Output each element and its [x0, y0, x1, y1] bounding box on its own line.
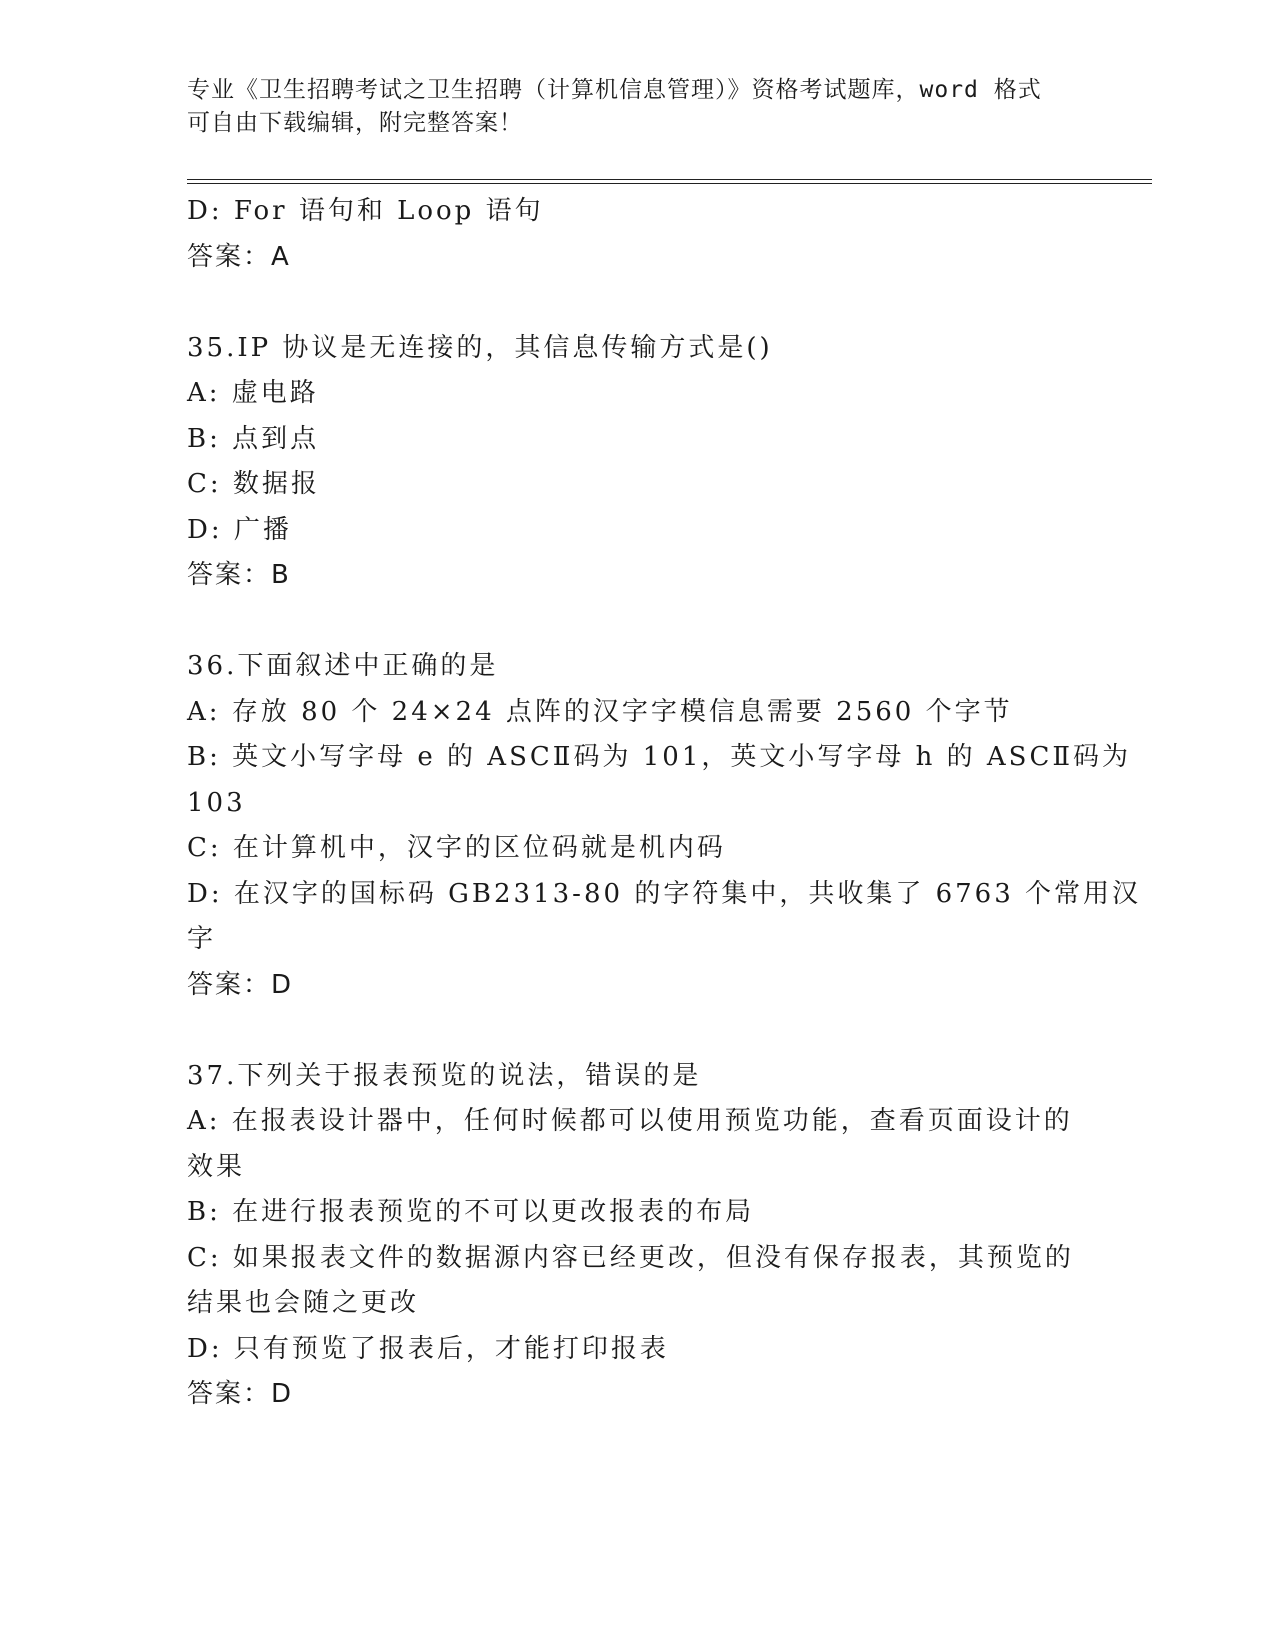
option-c: C: 在计算机中，汉字的区位码就是机内码 [187, 833, 726, 863]
option-a: A: 存放 80 个 24×24 点阵的汉字字模信息需要 2560 个字节 [187, 696, 1013, 727]
option-d: D: 广播 [187, 514, 292, 545]
option-c: C: 数据报 [187, 469, 320, 499]
option-c-continued: 结果也会随之更改 [187, 1288, 420, 1318]
option-a: A: 在报表设计器中，任何时候都可以使用预览功能，查看页面设计的 [187, 1106, 1073, 1136]
document-header [187, 74, 1067, 140]
question-36 [187, 644, 1142, 1008]
answer: 答案：D [187, 1379, 294, 1409]
question-text: 37.下列关于报表预览的说法，错误的是 [187, 1060, 702, 1091]
option-a: A: 虚电路 [187, 378, 319, 408]
question-37 [187, 1054, 1087, 1418]
option-d: D: For 语句和 Loop 语句 [187, 196, 544, 226]
spacer [187, 280, 1087, 326]
header-rule-top [187, 179, 1152, 180]
answer: 答案：A [187, 241, 291, 272]
option-d: D: 在汉字的国标码 GB2313-80 的字符集中，共收集了 6763 个常用汉 [187, 878, 1142, 909]
answer: 答案：D [187, 969, 294, 1000]
option-a-continued: 效果 [187, 1151, 246, 1182]
option-d-continued: 字 [187, 924, 217, 954]
answer: 答案：B [187, 560, 291, 590]
option-b: B: 英文小写字母 e 的 ASCⅡ码为 101，英文小写字母 h 的 ASCⅡ码为 [187, 742, 1132, 772]
option-d: D: 只有预览了报表后，才能打印报表 [187, 1333, 669, 1364]
header-line-1: 专业《卫生招聘考试之卫生招聘（计算机信息管理）》资格考试题库，word 格式 [187, 77, 1042, 103]
spacer [187, 599, 1087, 645]
header-rule-bottom [187, 183, 1152, 184]
carryover-block [187, 189, 1087, 280]
option-b: B: 在进行报表预览的不可以更改报表的布局 [187, 1197, 755, 1227]
option-b: B: 点到点 [187, 423, 320, 454]
question-text: 36.下面叙述中正确的是 [187, 651, 499, 681]
option-c: C: 如果报表文件的数据源内容已经更改，但没有保存报表，其预览的 [187, 1242, 1074, 1273]
question-35 [187, 326, 1087, 599]
document-body [187, 189, 1142, 1418]
question-text: 35.IP 协议是无连接的，其信息传输方式是() [187, 332, 773, 363]
header-line-2: 可自由下载编辑，附完整答案！ [187, 110, 523, 136]
spacer [187, 1008, 1087, 1054]
option-b-continued: 103 [187, 787, 246, 818]
